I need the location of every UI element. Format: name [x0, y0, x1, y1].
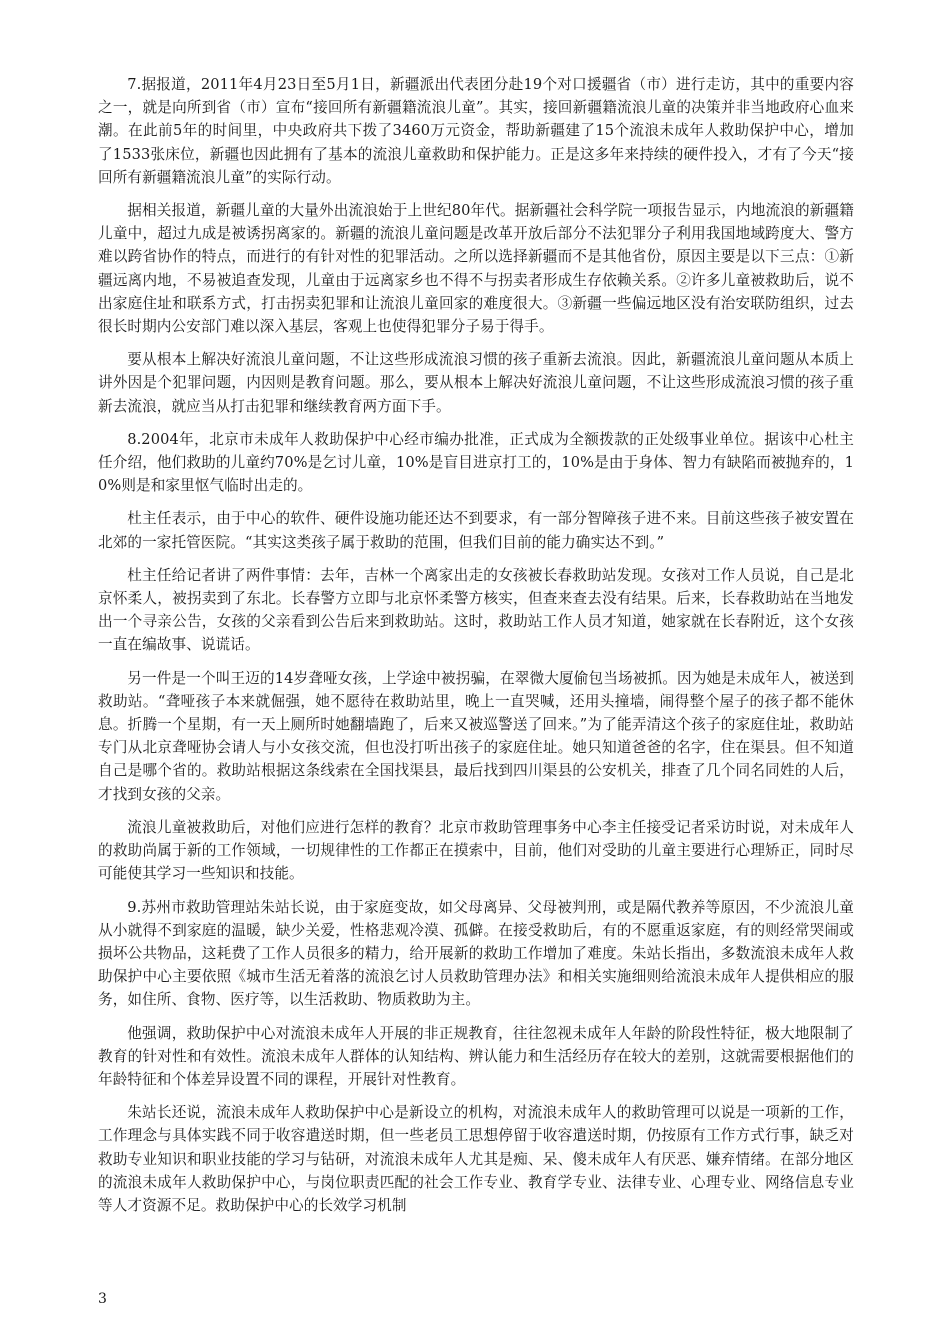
paragraph-9: 9.苏州市救助管理站朱站长说，由于家庭变故，如父母离异、父母被判刑，或是隔代教养等原因，不少流浪儿童从小就得不到家庭的温暖，缺少关爱，性格悲观冷漠、孤僻。在接受救助后，有的不愿重返家庭，有的则经常哭闹或损坏公共物品，这耗费了工作人员很多的精力，给开展新的救助工作增加了难度。朱站长指出，多数流浪未成年人救助保护中心主要依照《城市生活无着落的流浪乞讨人员救助管理办法》和相关实施细则给流浪未成年人提供相应的服务，如住所、食物、医疗等，以生活救助、物质救助为主。 [98, 898, 854, 1009]
paragraph-6: 杜主任给记者讲了两件事情：去年，吉林一个离家出走的女孩被长春救助站发现。女孩对工作人员说，自己是北京怀柔人，被拐卖到了东北。长春警方立即与北京怀柔警方核实，但查来查去没有结果。后来，长春救助站在当地发出一个寻亲公告，女孩的父亲看到公告后来到救助站。这时，救助站工作人员才知道，她家就在长春附近，这个女孩一直在编故事、说谎话。 [98, 566, 854, 654]
paragraph-5: 杜主任表示，由于中心的软件、硬件设施功能还达不到要求，有一部分智障孩子进不来。目前这些孩子被安置在北郊的一家托管医院。“其实这类孩子属于救助的范围，但我们目前的能力确实达不到。” [98, 510, 854, 551]
paragraph-1: 7.据报道，2011年4月23日至5月1日，新疆派出代表团分赴19个对口援疆省（市）进行走访，其中的重要内容之一，就是向所到省（市）宣布“接回所有新疆籍流浪儿童”。其实，接回新疆籍流浪儿童的决策并非当地政府心血来潮。在此前5年的时间里，中央政府共下拨了3460万元资金，帮助新疆建了15个流浪未成年人救助保护中心，增加了1533张床位，新疆也因此拥有了基本的流浪儿童救助和保护能力。正是这多年来持续的硬件投入，才有了今天“接回所有新疆籍流浪儿童”的实际行动。 [98, 76, 854, 186]
paragraph-7: 另一件是一个叫王迈的14岁聋哑女孩，上学途中被拐骗，在翠微大厦偷包当场被抓。因为她是未成年人，被送到救助站。“聋哑孩子本来就倔强，她不愿待在救助站里，晚上一直哭喊，还用头撞墙，闹得整个屋子的孩子都不能休息。折腾一个星期，有一天上厕所时她翻墙跑了，后来又被巡警送了回来。”为了能弄清这个孩子的家庭住址，救助站专门从北京聋哑协会请人与小女孩交流，但也没打听出孩子的家庭住址。她只知道爸爸的名字，住在渠县。但不知道自己是哪个省的。救助站根据这条线索在全国找渠县，最后找到四川渠县的公安机关，排查了几个同名同姓的人后，才找到女孩的父亲。 [98, 669, 854, 803]
paragraph-8: 流浪儿童被救助后，对他们应进行怎样的教育？北京市救助管理事务中心李主任接受记者采访时说，对未成年人的救助尚属于新的工作领域，一切规律性的工作都正在摸索中，目前，他们对受助的儿童主要进行心理矫正，同时尽可能使其学习一些知识和技能。 [98, 818, 854, 883]
paragraph-11: 朱站长还说，流浪未成年人救助保护中心是新设立的机构，对流浪未成年人的救助管理可以说是一项新的工作，工作理念与具体实践不同于收容遣送时期，但一些老员工思想停留于收容遣送时期，仍按原有工作方式行事，缺乏对救助专业知识和职业技能的学习与钻研，对流浪未成年人尤其是痴、呆、傻未成年人有厌恶、嫌弃情绪。在部分地区的流浪未成年人救助保护中心，与岗位职责匹配的社会工作专业、教育学专业、法律专业、心理专业、网络信息专业等人才资源不足。救助保护中心的长效学习机制 [98, 1104, 854, 1214]
page-number: 3 [98, 1291, 107, 1307]
paragraph-4: 8.2004年，北京市未成年人救助保护中心经市编办批准，正式成为全额拨款的正处级事业单位。据该中心杜主任介绍，他们救助的儿童约70%是乞讨儿童，10%是盲目进京打工的，10%是由于身体、智力有缺陷而被抛弃的，10%则是和家里怄气临时出走的。 [98, 430, 854, 495]
paragraph-10: 他强调，救助保护中心对流浪未成年人开展的非正规教育，往往忽视未成年人年龄的阶段性特征，极大地限制了教育的针对性和有效性。流浪未成年人群体的认知结构、辨认能力和生活经历存在较大的差别，这就需要根据他们的年龄特征和个体差异设置不同的课程，开展针对性教育。 [98, 1024, 854, 1088]
paragraph-3: 要从根本上解决好流浪儿童问题，不让这些形成流浪习惯的孩子重新去流浪。因此，新疆流浪儿童问题从本质上讲外因是个犯罪问题，内因则是教育问题。那么，要从根本上解决好流浪儿童问题，不让这些形成流浪习惯的孩子重新去流浪，就应当从打击犯罪和继续教育两方面下手。 [98, 351, 854, 415]
paragraph-2: 据相关报道，新疆儿童的大量外出流浪始于上世纪80年代。据新疆社会科学院一项报告显示，内地流浪的新疆籍儿童中，超过九成是被诱拐离家的。新疆的流浪儿童问题是改革开放后部分不法犯罪分子利用我国地域跨度大、警方难以跨省协作的特点，而进行的有针对性的犯罪活动。之所以选择新疆而不是其他省份，原因主要是以下三点：①新疆远离内地，不易被追查发现，儿童由于远离家乡也不得不与拐卖者形成生存依赖关系。②许多儿童被救助后，说不出家庭住址和联系方式，打击拐卖犯罪和让流浪儿童回家的难度很大。③新疆一些偏远地区没有治安联防组织，过去很长时期内公安部门难以深入基层，客观上也使得犯罪分子易于得手。 [98, 202, 854, 336]
document-body [98, 73, 854, 1227]
